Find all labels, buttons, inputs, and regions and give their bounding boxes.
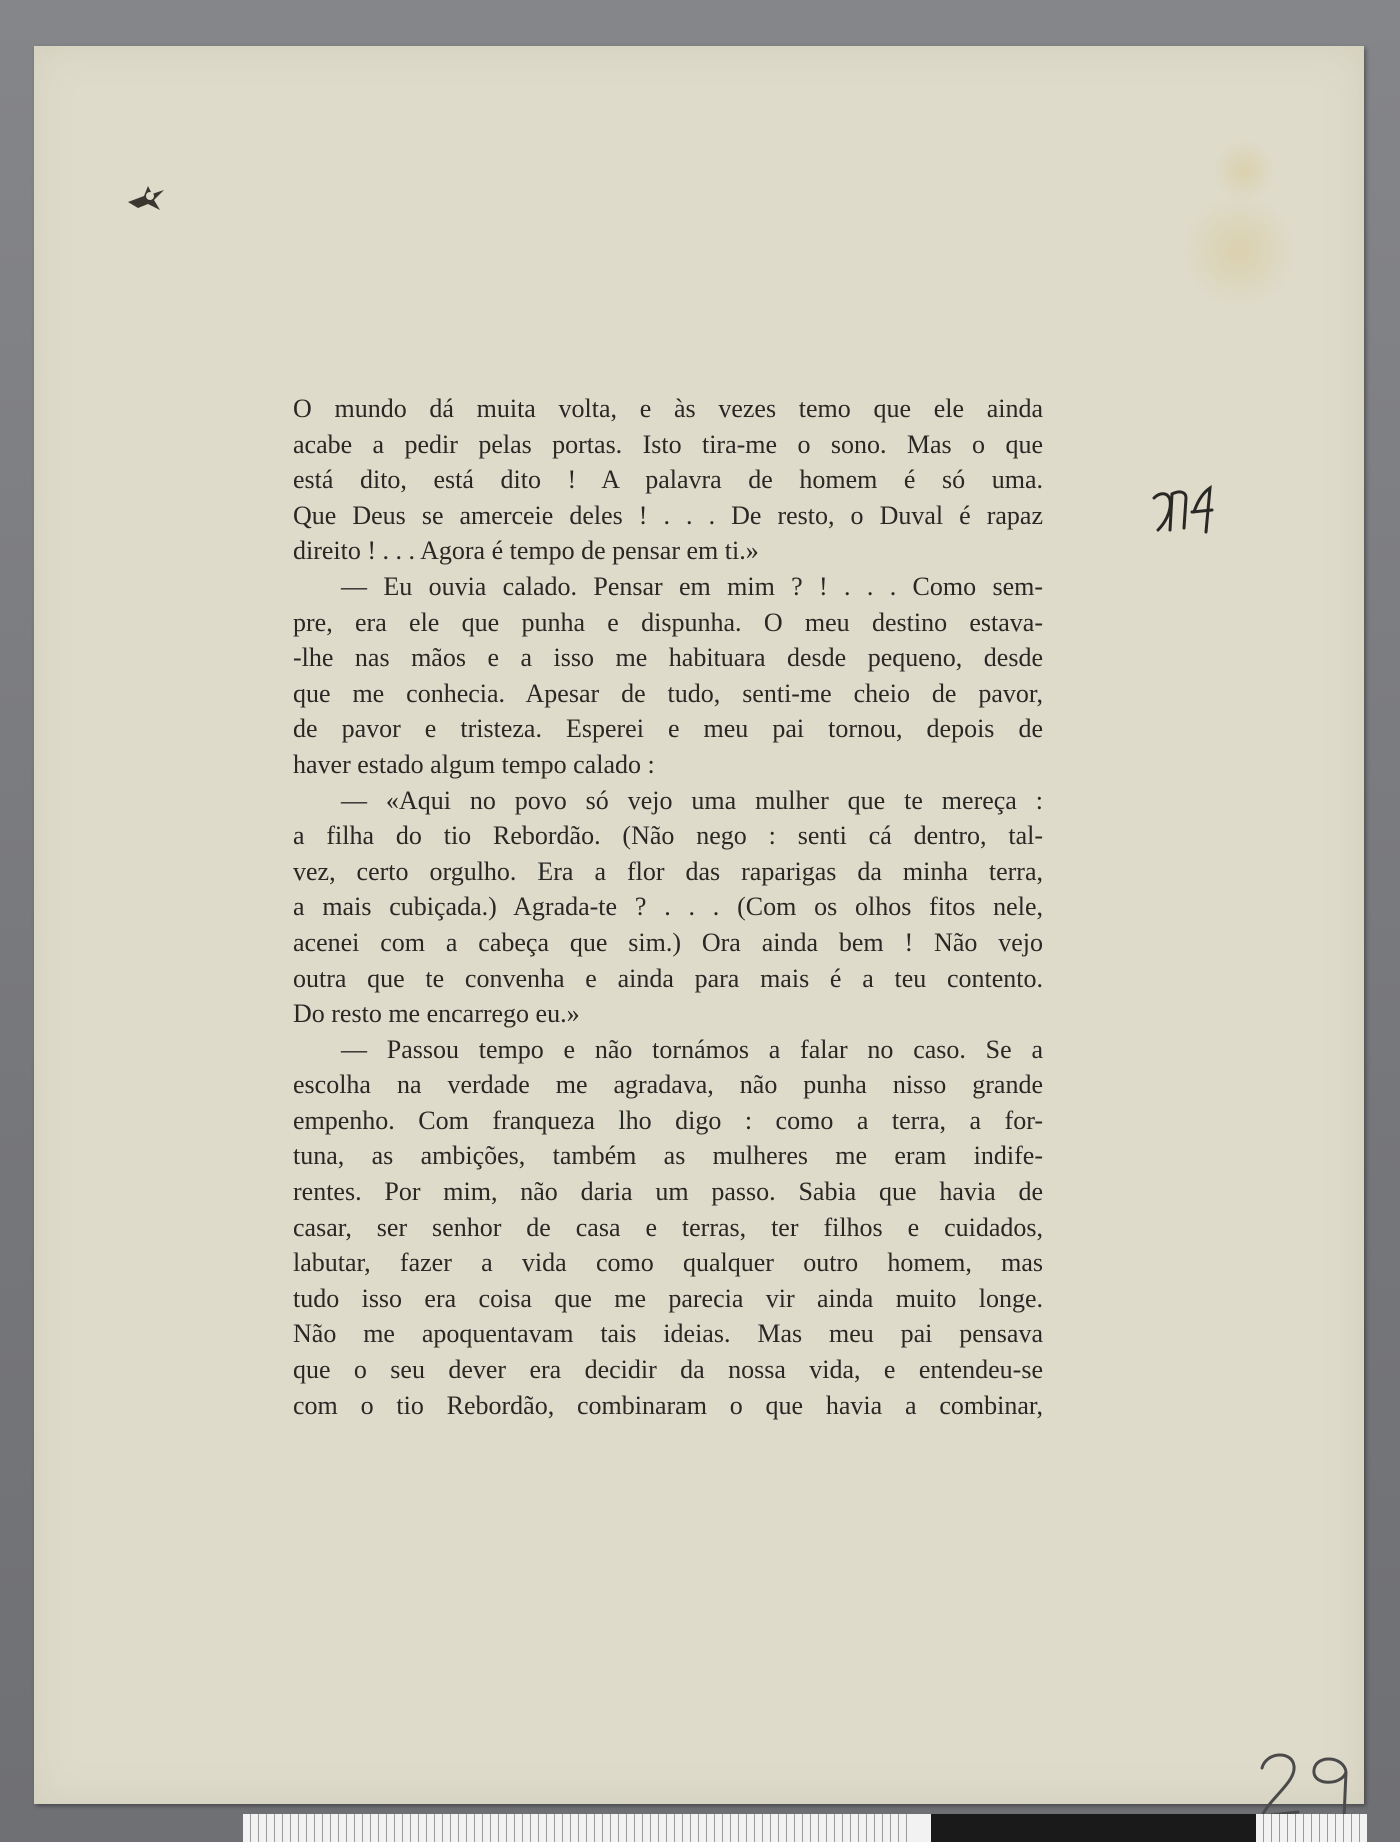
text-line: -lhe nas mãos e a isso me habituara desde pequeno, desde: [293, 643, 1043, 673]
text-line: haver estado algum tempo calado :: [293, 749, 655, 779]
document-page: [34, 46, 1364, 1804]
text-line: a filha do tio Rebordão. (Não nego : senti cá dentro, tal-: [293, 821, 1043, 851]
text-line: — «Aqui no povo só vejo uma mulher que te mereça :: [341, 785, 1043, 815]
text-line: casar, ser senhor de casa e terras, ter filhos e cuidados,: [293, 1212, 1043, 1242]
text-line: com o tio Rebordão, combinaram o que havia a combinar,: [293, 1390, 1043, 1420]
text-line: que me conhecia. Apesar de tudo, senti-me cheio de pavor,: [293, 678, 1043, 708]
ruler-white-segment: [1256, 1814, 1367, 1842]
text-line: — Eu ouvia calado. Pensar em mim ? ! . . . Como sem-: [341, 571, 1043, 601]
text-line: Não me apoquentavam tais ideias. Mas meu pai pensava: [293, 1319, 1043, 1349]
text-line: de pavor e tristeza. Esperei e meu pai tornou, depois de: [293, 714, 1043, 744]
page-number: [1256, 1746, 1362, 1822]
text-line: Do resto me encarrego eu.»: [293, 999, 580, 1029]
ruler-white-segment: [243, 1814, 908, 1842]
ruler-black-segment: [931, 1814, 1256, 1842]
text-line: a mais cubiçada.) Agrada-te ? . . . (Com os olhos fitos nele,: [293, 892, 1043, 922]
text-line: tuna, as ambições, também as mulheres me eram indife-: [293, 1141, 1043, 1171]
foxing-stain: [1214, 141, 1274, 201]
text-line: O mundo dá muita volta, e às vezes temo que ele ainda: [293, 394, 1043, 423]
text-line: Que Deus se amerceie deles ! . . . De resto, o Duval é rapaz: [293, 500, 1043, 530]
text-line: labutar, fazer a vida como qualquer outro homem, mas: [293, 1248, 1043, 1278]
paper-damage-mark: [118, 164, 178, 214]
text-line: outra que te convenha e ainda para mais é a teu contento.: [293, 963, 1043, 993]
text-line: pre, era ele que punha e dispunha. O meu destino estava-: [293, 607, 1043, 637]
text-line: vez, certo orgulho. Era a flor das raparigas da minha terra,: [293, 856, 1043, 886]
body-text: [293, 391, 1043, 1423]
text-line: tudo isso era coisa que me parecia vir ainda muito longe.: [293, 1283, 1043, 1313]
handwritten-margin-note: [1150, 484, 1216, 536]
text-line: rentes. Por mim, não daria um passo. Sabia que havia de: [293, 1177, 1043, 1207]
text-line: acenei com a cabeça que sim.) Ora ainda bem ! Não vejo: [293, 927, 1043, 957]
text-line: direito ! . . . Agora é tempo de pensar em ti.»: [293, 536, 759, 566]
text-line: acabe a pedir pelas portas. Isto tira-me o sono. Mas o que: [293, 429, 1043, 459]
text-line: está dito, está dito ! A palavra de homem é só uma.: [293, 465, 1043, 495]
text-line: empenho. Com franqueza lho digo : como a terra, a for-: [293, 1105, 1043, 1135]
text-line: — Passou tempo e não tornámos a falar no caso. Se a: [341, 1034, 1043, 1064]
foxing-stain: [1184, 196, 1294, 306]
ruler-gap: [908, 1814, 931, 1842]
text-line: escolha na verdade me agradava, não punha nisso grande: [293, 1070, 1043, 1100]
text-line: que o seu dever era decidir da nossa vida, e entendeu-se: [293, 1355, 1043, 1385]
scale-ruler: [243, 1814, 1367, 1842]
